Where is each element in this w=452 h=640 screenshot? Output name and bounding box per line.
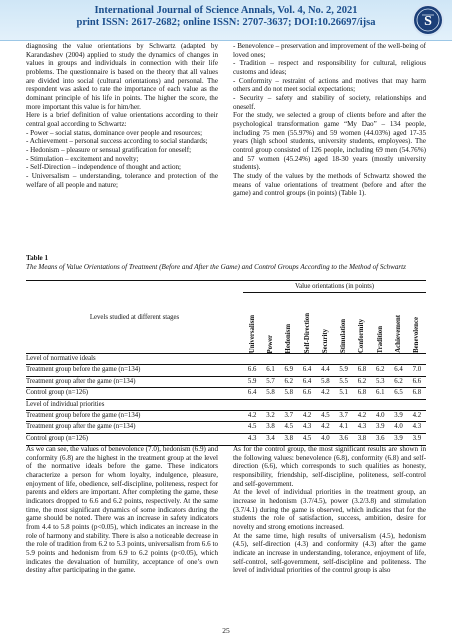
top-left-column (26, 42, 218, 189)
table-cell: 6.6 (412, 377, 422, 385)
table-cell: 3.9 (394, 434, 403, 442)
table-cell: 5.5 (339, 377, 348, 385)
table-cell: 5.7 (266, 377, 275, 385)
column-header: Tradition (371, 293, 389, 354)
table-cell: 6.6 (302, 389, 312, 397)
list-item: - Security – safety and stability of society, relationships and oneself. (233, 93, 426, 111)
row-label: Treatment group after the game (n=134) (26, 377, 136, 385)
paragraph: At the same time, high results of universalism (4.5), hedonism (4.5), self-direction (4.3) and conformity (4.3) after the game indicate an increase in understanding, tolerance, enjoyment of life, self-control, self-government, self-discipline and politeness. The level of individual priorities of the control group is also (233, 531, 426, 575)
list-item: - Stimulation – excitement and novelty; (26, 154, 139, 163)
row-label: Treatment group after the game (n=134) (26, 423, 136, 431)
list-item: - Benevolence – preservation and improvement of the well-being of loved ones; (233, 42, 426, 59)
paragraph: Here is a brief definition of value orientations according to their central goal according to Schwartz: (26, 111, 218, 128)
journal-header (0, 0, 452, 41)
column-header: Stimulation (335, 293, 353, 354)
table-cell: 3.6 (376, 434, 385, 442)
section-row (26, 399, 426, 410)
table-cell: 4.3 (247, 434, 257, 442)
table-cell: 4.5 (247, 423, 257, 431)
table-cell: 6.2 (394, 377, 403, 385)
row-label: Control group (n=126) (26, 434, 88, 442)
table-cell: 4.5 (321, 411, 330, 419)
paragraph: As we can see, the values of benevolence (7.0), hedonism (6.9) and conformity (6.8) are the highest in the treatment group at the level of the normative ideals before the game. These indicators characterize a person for whom loyalty, indulgence, pleasure, enjoyment of life, obedience, self-discipline, politeness, respect for parents and elders are important. After completing the game, these indicators dropped to 6.6 and 6.2 points, respectively. At the same time, the most significant dynamics of some indicators during the game should be noted. There was an increase in safety indicators from 4.4 to 5.8 points (p<0.05), which indicates an increase in the role of harmony and stability. There is also a noticeable decrease in the role of tradition from 6.2 to 5.3 points, universalism from 6.6 to 5.9 points and hedonism from 6.9 to 6.2 points (p<0.05), which indicates the devaluation of humility, acceptance of one’s own destiny after participating in the game. (26, 445, 218, 575)
paragraph: As for the control group, the most significant results are shown in the following values: benevolence (6.8), conformity (6.8) and self-direction (6.6), which corresponds to such qualities as honesty, responsibility, friendship, self-discipline, politeness, self-control and self-government. (233, 445, 426, 488)
journal-issn: print ISSN: 2617-2682; online ISSN: 2707-3637; DOI:10.26697/ijsa (76, 17, 376, 28)
column-header: Security (316, 293, 334, 354)
table-cell: 5.9 (247, 377, 257, 385)
row-label: Treatment group before the game (n=134) (26, 366, 141, 373)
table-cell: 4.3 (357, 423, 367, 431)
table-cell: 4.0 (321, 434, 330, 442)
table-cell: 4.5 (284, 423, 294, 431)
section-title: Level of normative ideals (26, 355, 96, 362)
paragraph: At the level of individual priorities in the treatment group, an increase in hedonism (3.7/4.5), power (3.2/3.8) and stimulation (3.7/4.1) during the game is observed, which indicates that for the students the role of satisfaction, success, ambition, desire for novelty and strong emotions increased. (233, 488, 426, 531)
table-cell: 3.8 (357, 434, 367, 442)
table-cell: 7.0 (412, 366, 422, 373)
table-cell: 3.8 (266, 423, 275, 431)
table-cell: 4.0 (394, 423, 403, 431)
table-cell: 3.9 (412, 434, 422, 442)
table-cell: 4.0 (376, 411, 385, 419)
table-cell: 5.8 (321, 377, 330, 385)
column-header: Power (261, 293, 279, 354)
table-caption (26, 254, 426, 271)
group-header: Value orientations (in points) (243, 281, 426, 293)
list-item: - Hedonism – pleasure or sensual gratification for oneself; (26, 145, 192, 154)
table-row (26, 376, 426, 388)
list-item: - Self-Direction – independence of thought and action; (26, 163, 182, 172)
paragraph: diagnosing the value orientations by Schwartz (adapted by Karandashev (2004) applied to study the dynamics of changes in values in groups and individuals in connection with their life problems. The questionnaire is based on the theory that all values are divided into social (cultural orientations) and personal. The respondent was asked to rate the importance of each value as the dominant principle of his life in points. The higher the score, the more important this value is for him/her. (26, 42, 218, 111)
table-cell: 3.7 (284, 411, 294, 419)
table-cell: 4.5 (302, 434, 312, 442)
value-orientations-table (26, 280, 426, 446)
table-cell: 4.2 (302, 411, 312, 419)
table-cell: 6.4 (247, 389, 257, 397)
table-cell: 3.4 (266, 434, 275, 442)
table-cell: 3.2 (266, 411, 275, 419)
table-cell: 6.8 (412, 389, 422, 397)
table-cell: 6.2 (357, 377, 367, 385)
list-item: - Tradition – respect and responsibility for cultural, religious customs and ideas; (233, 59, 426, 76)
table-row (26, 388, 426, 400)
table-cell: 3.9 (394, 411, 403, 419)
table-cell: 6.1 (266, 366, 275, 373)
table-cell: 3.6 (339, 434, 348, 442)
list-item: - Power – social status, dominance over people and resources; (26, 128, 203, 137)
journal-title: International Journal of Science Annals, Vol. 4, No. 2, 2021 (94, 5, 358, 16)
list-item: - Universalism – understanding, tolerance and protection of the welfare of all people and nature; (26, 171, 218, 189)
paragraph: For the study, we selected a group of clients before and after the psychological transformation game “My Dao” – 134 people, including 75 men (55.97%) and 59 women (44.03%) aged 17-35 years (high school students, university students, employees). The control group consisted of 126 people, including 69 men (54.76%) and 57 women (45.24%) aged 18-30 years (mostly university students). (233, 111, 426, 172)
bottom-right-column (233, 445, 426, 575)
list-item: - Achievement – personal success according to social standards; (26, 137, 208, 146)
table-cell: 4.2 (321, 423, 330, 431)
table-cell: 6.5 (394, 389, 403, 397)
table-cell: 6.2 (376, 366, 385, 373)
top-right-column (233, 42, 426, 198)
table-cell: 4.4 (321, 366, 330, 373)
section-row (26, 354, 426, 365)
column-header: Conformity (353, 293, 371, 354)
column-header: Universalism (243, 293, 261, 354)
row-label: Treatment group before the game (n=134) (26, 411, 141, 419)
column-header: Achievement (389, 293, 407, 354)
table-cell: 6.4 (302, 377, 312, 385)
table-cell: 5.8 (284, 389, 294, 397)
table-cell: 6.9 (284, 366, 294, 373)
table-cell: 5.1 (339, 389, 348, 397)
row-label: Control group (n=126) (26, 389, 88, 397)
table-title: The Means of Value Orientations of Treatment (Before and After the Game) and Control Groups According to the Method of Schwartz (26, 262, 406, 271)
table-cell: 4.3 (412, 423, 422, 431)
section-title: Level of individual priorities (26, 400, 105, 408)
table-cell: 4.1 (339, 423, 348, 431)
table-cell: 6.8 (357, 366, 367, 373)
table-cell: 6.1 (376, 389, 385, 397)
table-row (26, 433, 426, 445)
stage-header: Levels studied at different stages (26, 281, 243, 354)
table-cell: 6.4 (394, 366, 403, 373)
table-row (26, 365, 426, 377)
table-cell: 5.8 (266, 389, 275, 397)
page-number: 25 (222, 626, 230, 635)
list-item: - Conformity – restraint of actions and motives that may harm others and do not meet social expectations; (233, 76, 426, 94)
table-cell: 6.2 (284, 377, 294, 385)
column-header: Benevolence (408, 293, 426, 354)
table-cell: 3.7 (339, 411, 348, 419)
paragraph: The study of the values by the methods of Schwartz showed the means of value orientations of treatment (before and after the game) and control groups (in points) (Table 1). (233, 171, 426, 198)
table-cell: 5.9 (339, 366, 348, 373)
column-header: Hedonism (280, 293, 298, 354)
table-cell: 4.2 (412, 411, 422, 419)
table-cell: 4.2 (247, 411, 257, 419)
table-cell: 4.3 (302, 423, 312, 431)
table-cell: 4.2 (357, 411, 367, 419)
table-cell: 6.8 (357, 389, 367, 397)
table-cell: 5.3 (376, 377, 385, 385)
table-cell: 3.9 (376, 423, 385, 431)
table-row (26, 422, 426, 434)
table-cell: 3.8 (284, 434, 294, 442)
table-cell: 4.2 (321, 389, 330, 397)
table-cell: 6.6 (247, 366, 257, 373)
svg-text:S: S (424, 14, 432, 29)
table-row (26, 410, 426, 422)
table-cell: 6.4 (302, 366, 312, 373)
bottom-left-column (26, 445, 218, 575)
table-label: Table 1 (26, 254, 49, 262)
column-header: Self-Direction (298, 293, 316, 354)
journal-logo-icon (412, 4, 444, 36)
